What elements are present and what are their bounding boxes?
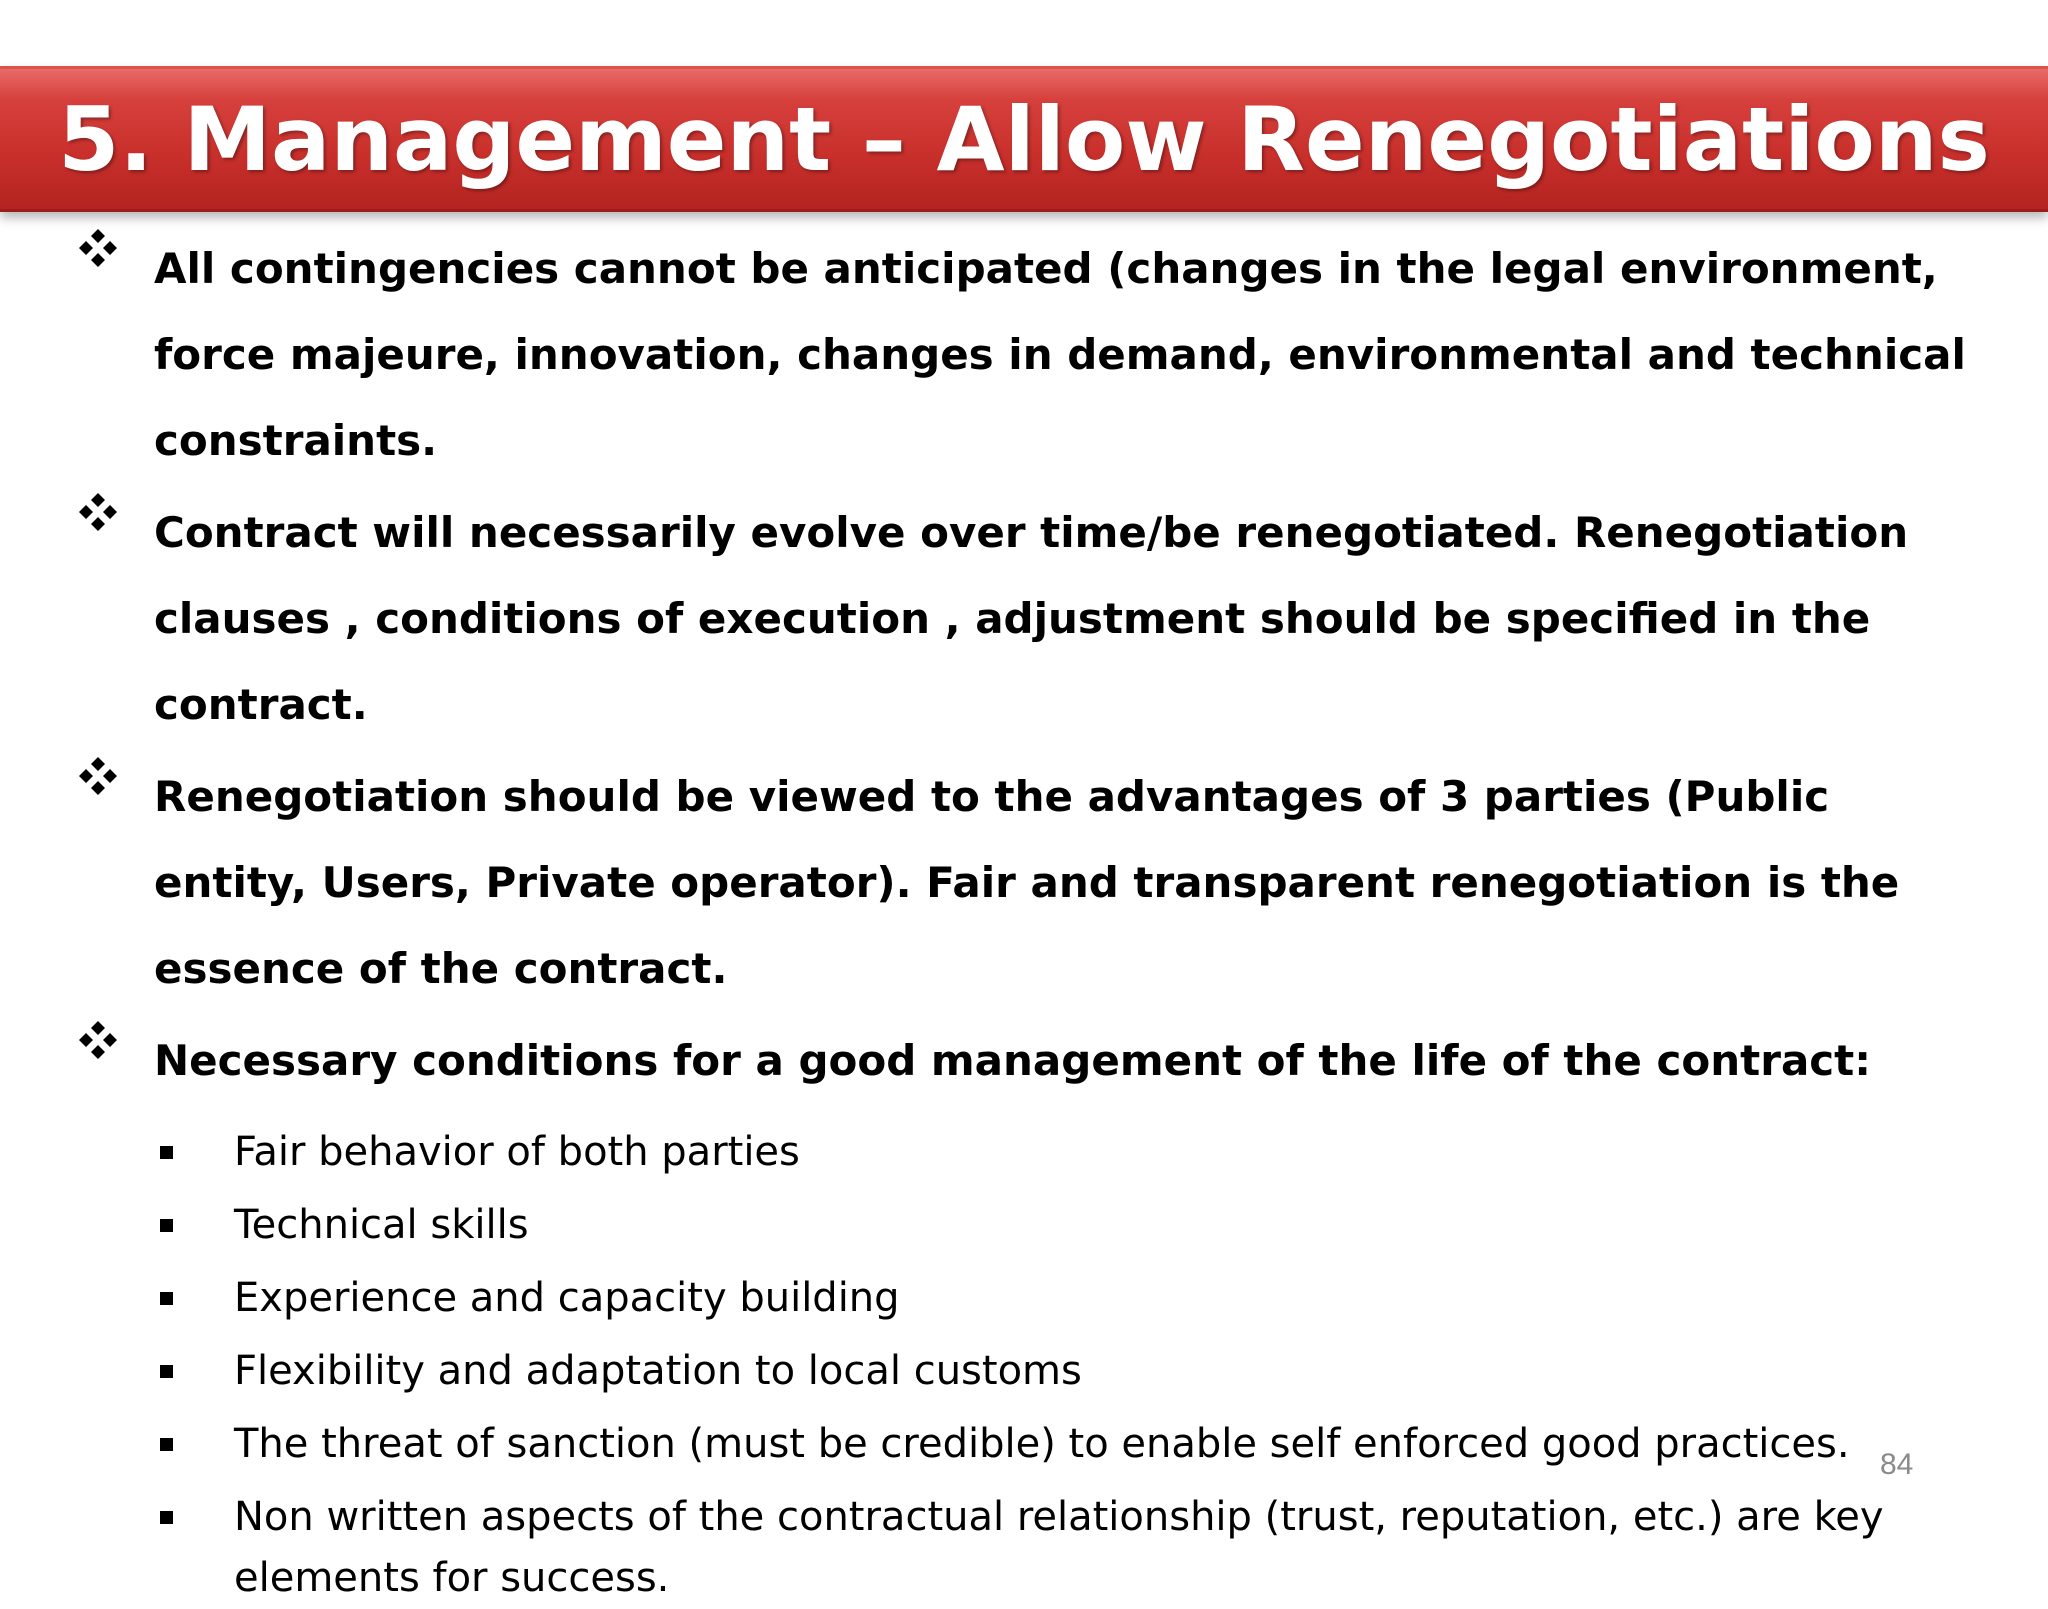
bullet-item [76, 226, 1976, 484]
page-number: 84 [1880, 1448, 1914, 1481]
sub-list-item [160, 1487, 1976, 1609]
four-diamond-bullet-icon [76, 226, 120, 270]
square-bullet-icon [160, 1511, 173, 1524]
four-diamond-bullet-icon [76, 490, 120, 534]
four-diamond-bullet-icon [76, 754, 120, 798]
square-bullet-icon [160, 1146, 173, 1159]
sub-list-item [160, 1341, 1976, 1402]
sub-item-text: Technical skills [234, 1202, 529, 1248]
sub-item-text: Experience and capacity building [234, 1275, 900, 1321]
square-bullet-icon [160, 1438, 173, 1451]
bullet-text: All contingencies cannot be anticipated (changes in the legal environment, force majeure, innovation, changes in demand, environmental and technical constraints. [154, 244, 1966, 465]
sub-item-text: Fair behavior of both parties [234, 1129, 800, 1175]
sub-item-text: Flexibility and adaptation to local customs [234, 1348, 1082, 1394]
bullet-text: Contract will necessarily evolve over time/be renegotiated. Renegotiation clauses , conditions of execution , adjustment should be specified in the contract. [154, 508, 1909, 729]
bullet-text: Renegotiation should be viewed to the advantages of 3 parties (Public entity, Users, Private operator). Fair and transparent renegotiation is the essence of the contract. [154, 772, 1900, 993]
sub-list-item [160, 1122, 1976, 1183]
bullet-item [76, 1018, 1976, 1104]
slide-content [76, 244, 1976, 1609]
bullet-text: Necessary conditions for a good management of the life of the contract: [154, 1036, 1872, 1085]
sub-item-text: Non written aspects of the contractual relationship (trust, reputation, etc.) are key elements for success. [234, 1494, 1884, 1601]
slide-title: 5. Management – Allow Renegotiations [58, 87, 1990, 191]
sub-list-item [160, 1268, 1976, 1329]
sub-item-text: The threat of sanction (must be credible) to enable self enforced good practices. [234, 1421, 1850, 1467]
square-bullet-icon [160, 1292, 173, 1305]
square-bullet-icon [160, 1365, 173, 1378]
title-bar [0, 66, 2048, 212]
bullet-item [76, 490, 1976, 748]
bullet-item [76, 754, 1976, 1012]
square-bullet-icon [160, 1219, 173, 1232]
four-diamond-bullet-icon [76, 1018, 120, 1062]
sub-list-item [160, 1195, 1976, 1256]
sub-list-item [160, 1414, 1976, 1475]
